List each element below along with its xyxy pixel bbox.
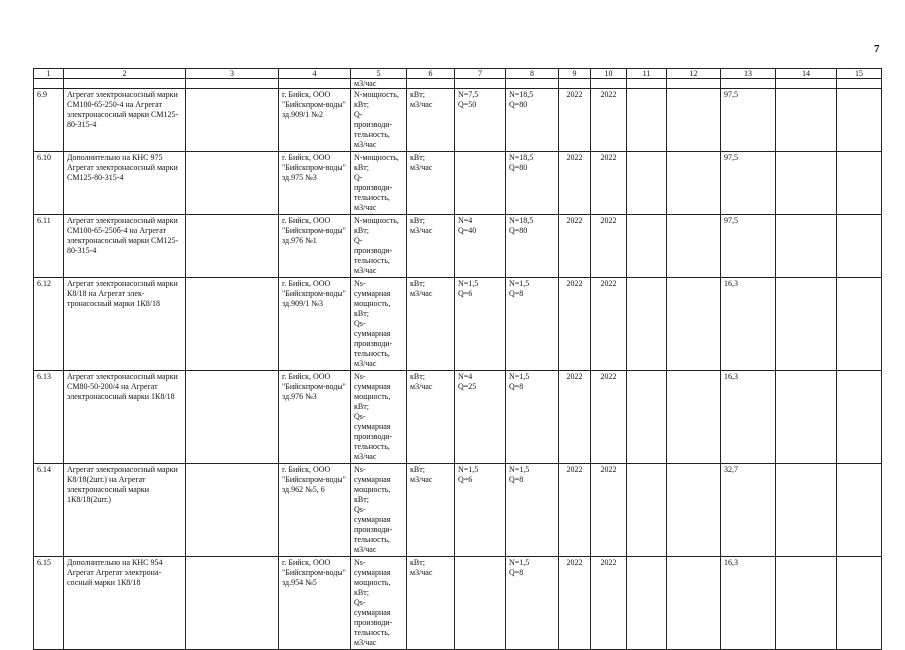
empty-cell	[667, 152, 721, 215]
cell	[407, 79, 455, 89]
table-row	[34, 215, 882, 278]
value-after-cell: N=18,5 Q=80	[506, 89, 559, 152]
table-row	[34, 371, 882, 464]
empty-cell	[186, 464, 279, 557]
end-year-cell: 2022	[591, 464, 627, 557]
end-year-cell: 2022	[591, 152, 627, 215]
value-before-cell: N=4 Q=40	[455, 215, 506, 278]
column-header: 12	[667, 69, 721, 79]
column-header: 11	[627, 69, 667, 79]
start-year-cell: 2022	[559, 215, 591, 278]
empty-cell	[186, 371, 279, 464]
location-cell: г. Бийск, ООО "Бийскпром-воды" зд.976 №1	[279, 215, 351, 278]
equipment-name-cell: Дополнительно на КНС 954 Агрегат Агрегат электрона-сосный марки 1К8/18	[64, 557, 186, 650]
column-header: 1	[34, 69, 64, 79]
empty-cell	[667, 557, 721, 650]
column-header: 7	[455, 69, 506, 79]
cell	[64, 79, 186, 89]
value-cell: 97,5	[721, 89, 776, 152]
cell	[667, 79, 721, 89]
indicator-cell: Ns- суммарная мощность, кВт; Qs- суммарная производи- тельность, м3/час	[351, 371, 407, 464]
value-before-cell: N=1,5 Q=6	[455, 278, 506, 371]
empty-cell	[667, 89, 721, 152]
end-year-cell: 2022	[591, 557, 627, 650]
empty-cell	[776, 371, 837, 464]
column-header: 14	[776, 69, 837, 79]
cell	[279, 79, 351, 89]
cell	[591, 79, 627, 89]
value-cell: 16,3	[721, 557, 776, 650]
empty-cell	[627, 278, 667, 371]
cell	[455, 79, 506, 89]
continuation-row	[34, 79, 882, 89]
row-number-cell: 6.11	[34, 215, 64, 278]
start-year-cell: 2022	[559, 278, 591, 371]
column-header: 10	[591, 69, 627, 79]
table-row	[34, 89, 882, 152]
cell	[506, 79, 559, 89]
table-body	[34, 69, 882, 650]
cell	[627, 79, 667, 89]
units-cell: кВт; м3/час	[407, 89, 455, 152]
column-header: 15	[837, 69, 882, 79]
table-row	[34, 278, 882, 371]
row-number-cell: 6.14	[34, 464, 64, 557]
empty-cell	[776, 464, 837, 557]
row-number-cell: 6.12	[34, 278, 64, 371]
indicator-cell: Ns- суммарная мощность, кВт; Qs- суммарная производи- тельность, м3/час	[351, 464, 407, 557]
value-after-cell: N=1,5 Q=8	[506, 371, 559, 464]
equipment-name-cell: Агрегат электронасосный марки СМ100-65-250б-4 на Агрегат электронасосный марки СМ125-80-315-4	[64, 215, 186, 278]
column-header: 9	[559, 69, 591, 79]
equipment-name-cell: Дополнительно на КНС 975 Агрегат электронасосный марки СМ125-80-315-4	[64, 152, 186, 215]
location-cell: г. Бийск, ООО "Бийскпром-воды" зд.954 №5	[279, 557, 351, 650]
column-number-row	[34, 69, 882, 79]
start-year-cell: 2022	[559, 152, 591, 215]
indicator-cell: N-мощность, кВт; Q- производи- тельность, м3/час	[351, 215, 407, 278]
location-cell: г. Бийск, ООО "Бийскпром-воды" зд.909/1 №2	[279, 89, 351, 152]
start-year-cell: 2022	[559, 371, 591, 464]
column-header: 4	[279, 69, 351, 79]
end-year-cell: 2022	[591, 371, 627, 464]
value-cell: 32,7	[721, 464, 776, 557]
empty-cell	[667, 215, 721, 278]
value-cell: 97,5	[721, 152, 776, 215]
equipment-name-cell: Агрегат электронасосный марки К8/18(2шт.) на Агрегат электронасосный марки 1К8/18(2шт.)	[64, 464, 186, 557]
indicator-cell: N-мощность, кВт; Q- производи- тельность, м3/час	[351, 152, 407, 215]
value-cell: 97,5	[721, 215, 776, 278]
end-year-cell: 2022	[591, 89, 627, 152]
empty-cell	[186, 152, 279, 215]
empty-cell	[667, 371, 721, 464]
equipment-table	[33, 68, 882, 650]
page-number: 7	[874, 43, 880, 55]
empty-cell	[837, 464, 882, 557]
column-header: 3	[186, 69, 279, 79]
indicator-cell: Ns- суммарная мощность, кВт; Qs- суммарная производи- тельность, м3/час	[351, 278, 407, 371]
cell	[559, 79, 591, 89]
value-after-cell: N=18,5 Q=80	[506, 215, 559, 278]
value-after-cell: N=1,5 Q=8	[506, 278, 559, 371]
empty-cell	[837, 278, 882, 371]
empty-cell	[627, 215, 667, 278]
empty-cell	[776, 152, 837, 215]
value-before-cell: N=4 Q=25	[455, 371, 506, 464]
cell	[186, 79, 279, 89]
value-after-cell: N=1,5 Q=8	[506, 557, 559, 650]
cell	[776, 79, 837, 89]
empty-cell	[186, 215, 279, 278]
location-cell: г. Бийск, ООО "Бийскпром-воды" зд.976 №3	[279, 371, 351, 464]
equipment-name-cell: Агрегат электронасосный марки СМ80-50-200/4 на Агрегат электронасосный марки 1К8/18	[64, 371, 186, 464]
empty-cell	[837, 89, 882, 152]
value-before-cell	[455, 152, 506, 215]
empty-cell	[186, 278, 279, 371]
cell	[34, 79, 64, 89]
end-year-cell: 2022	[591, 215, 627, 278]
empty-cell	[667, 278, 721, 371]
units-cell: кВт; м3/час	[407, 215, 455, 278]
empty-cell	[837, 371, 882, 464]
units-cell: кВт; м3/час	[407, 464, 455, 557]
row-number-cell: 6.9	[34, 89, 64, 152]
units-cell: кВт; м3/час	[407, 371, 455, 464]
value-cell: 16,3	[721, 278, 776, 371]
indicator-cell: N-мощность, кВт; Q- производи- тельность, м3/час	[351, 89, 407, 152]
end-year-cell: 2022	[591, 278, 627, 371]
empty-cell	[837, 215, 882, 278]
value-before-cell: N=7,5 Q=50	[455, 89, 506, 152]
empty-cell	[667, 464, 721, 557]
empty-cell	[776, 89, 837, 152]
equipment-name-cell: Агрегат электронасосный марки СМ100-65-250-4 на Агрегат электронасосный марки СМ125-80-315-4	[64, 89, 186, 152]
empty-cell	[186, 557, 279, 650]
continuation-indicator-cell: м3/час	[351, 79, 407, 89]
row-number-cell: 6.10	[34, 152, 64, 215]
value-before-cell: N=1,5 Q=6	[455, 464, 506, 557]
location-cell: г. Бийск, ООО "Бийскпром-воды" зд.975 №3	[279, 152, 351, 215]
value-cell: 16,3	[721, 371, 776, 464]
cell	[837, 79, 882, 89]
start-year-cell: 2022	[559, 557, 591, 650]
location-cell: г. Бийск, ООО "Бийскпром-воды" зд.909/1 №3	[279, 278, 351, 371]
empty-cell	[837, 557, 882, 650]
value-before-cell	[455, 557, 506, 650]
empty-cell	[776, 215, 837, 278]
empty-cell	[627, 152, 667, 215]
table-row	[34, 152, 882, 215]
units-cell: кВт; м3/час	[407, 278, 455, 371]
column-header: 13	[721, 69, 776, 79]
location-cell: г. Бийск, ООО "Бийскпром-воды" зд.962 №5, 6	[279, 464, 351, 557]
start-year-cell: 2022	[559, 89, 591, 152]
column-header: 5	[351, 69, 407, 79]
column-header: 6	[407, 69, 455, 79]
empty-cell	[837, 152, 882, 215]
row-number-cell: 6.13	[34, 371, 64, 464]
column-header: 8	[506, 69, 559, 79]
units-cell: кВт; м3/час	[407, 557, 455, 650]
empty-cell	[186, 89, 279, 152]
cell	[721, 79, 776, 89]
column-header: 2	[64, 69, 186, 79]
table-row	[34, 464, 882, 557]
indicator-cell: Ns- суммарная мощность, кВт; Qs- суммарная производи- тельность, м3/час	[351, 557, 407, 650]
table-row	[34, 557, 882, 650]
empty-cell	[627, 557, 667, 650]
empty-cell	[627, 371, 667, 464]
row-number-cell: 6.15	[34, 557, 64, 650]
value-after-cell: N=1,5 Q=8	[506, 464, 559, 557]
empty-cell	[627, 89, 667, 152]
start-year-cell: 2022	[559, 464, 591, 557]
empty-cell	[776, 557, 837, 650]
value-after-cell: N=18,5 Q=80	[506, 152, 559, 215]
empty-cell	[776, 278, 837, 371]
units-cell: кВт; м3/час	[407, 152, 455, 215]
empty-cell	[627, 464, 667, 557]
equipment-name-cell: Агрегат электронасосный марки К8/18 на Агрегат элек-тронасосный марки 1К8/18	[64, 278, 186, 371]
